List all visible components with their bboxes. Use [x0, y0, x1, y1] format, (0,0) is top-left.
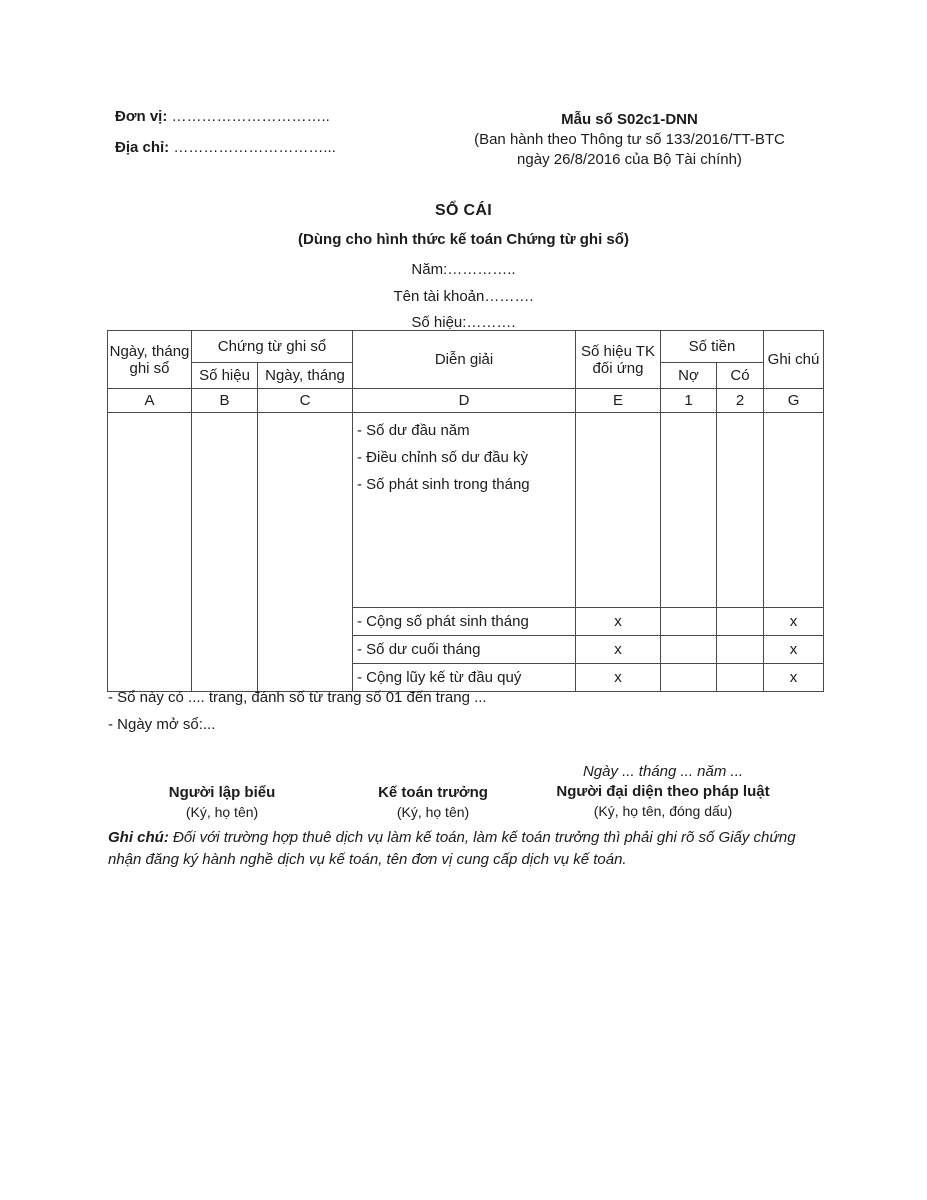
address-line	[115, 139, 336, 156]
signature-title: Kế toán trưởng	[378, 784, 488, 801]
page-subtitle: (Dùng cho hình thức kế toán Chứng từ ghi sổ)	[298, 231, 629, 248]
summary-credit	[717, 664, 764, 692]
index-cell: C	[258, 389, 353, 413]
unit-dots: …………………………..	[167, 108, 330, 125]
cell-entry-date-empty	[108, 413, 192, 692]
header-left	[115, 108, 336, 170]
summary-corresponding: x	[576, 608, 661, 636]
remark-paragraph	[108, 827, 830, 871]
th-voucher-date: Ngày, tháng	[258, 363, 353, 389]
cell-credit-empty	[717, 413, 764, 608]
index-cell: B	[192, 389, 258, 413]
th-credit: Có	[717, 363, 764, 389]
signature-subtitle: (Ký, họ tên)	[396, 804, 470, 820]
note-pages: - Sổ này có .... trang, đánh số từ trang số 01 đến trang ...	[108, 689, 487, 706]
index-cell: 1	[661, 389, 717, 413]
signature-legal-representative	[508, 763, 818, 820]
form-number: Mẫu số S02c1-DNN	[561, 111, 698, 128]
table-index-row	[108, 389, 824, 413]
th-amount-group: Số tiền	[661, 331, 764, 363]
remark-text: Đối với trường hợp thuê dịch vụ làm kế toán, làm kế toán trưởng thì phải ghi rõ số Giấy chứng nhận đăng ký hành nghề dịch vụ kế toán, tên đơn vị cung cấp dịch vụ kế toán.	[108, 829, 796, 868]
summary-note: x	[764, 608, 824, 636]
signature-subtitle: (Ký, họ tên, đóng dấu)	[593, 803, 733, 819]
body-item: - Số phát sinh trong tháng	[357, 476, 530, 493]
body-item: - Điều chỉnh số dư đầu kỳ	[357, 449, 528, 466]
summary-note: x	[764, 664, 824, 692]
form-info	[437, 110, 822, 170]
year-line: Năm:…………..	[411, 261, 516, 278]
cell-note-empty	[764, 413, 824, 608]
signature-title: Người đại diện theo pháp luật	[556, 783, 770, 800]
index-cell: E	[576, 389, 661, 413]
page-title: SỔ CÁI	[435, 202, 492, 219]
summary-corresponding: x	[576, 636, 661, 664]
th-corresponding-account: Số hiệu TK đối ứng	[576, 331, 661, 389]
account-name-line: Tên tài khoản……….	[393, 288, 534, 305]
account-number-line: Số hiệu:……….	[411, 314, 516, 331]
signature-date-line: Ngày ... tháng ... năm ...	[582, 763, 744, 780]
signature-subtitle: (Ký, họ tên)	[185, 804, 259, 820]
table-header-row-1	[108, 331, 824, 363]
signature-preparer	[122, 784, 322, 821]
summary-credit	[717, 608, 764, 636]
summary-label: - Cộng lũy kế từ đầu quý	[353, 664, 576, 692]
summary-label: - Cộng số phát sinh tháng	[353, 608, 576, 636]
summary-corresponding: x	[576, 664, 661, 692]
unit-line	[115, 108, 336, 125]
unit-label: Đơn vị:	[115, 108, 168, 125]
remark-label: Ghi chú:	[108, 829, 169, 846]
th-voucher-number: Số hiệu	[192, 363, 258, 389]
summary-note: x	[764, 636, 824, 664]
form-issued-line2: ngày 26/8/2016 của Bộ Tài chính)	[517, 151, 742, 168]
th-entry-date: Ngày, tháng ghi sổ	[108, 331, 192, 389]
index-cell: D	[353, 389, 576, 413]
address-label: Địa chỉ:	[115, 139, 170, 156]
index-cell: 2	[717, 389, 764, 413]
th-voucher-group: Chứng từ ghi sổ	[192, 331, 353, 363]
summary-credit	[717, 636, 764, 664]
address-dots: …………………………...	[169, 139, 336, 156]
signature-title: Người lập biểu	[168, 784, 276, 801]
cell-corresponding-empty	[576, 413, 661, 608]
index-cell: A	[108, 389, 192, 413]
th-debit: Nợ	[661, 363, 717, 389]
cell-voucher-date-empty	[258, 413, 353, 692]
table-body-row	[108, 413, 824, 608]
ledger-table	[107, 330, 824, 692]
th-description: Diễn giải	[353, 331, 576, 389]
cell-description-items	[353, 413, 576, 608]
summary-debit	[661, 608, 717, 636]
body-item: - Số dư đầu năm	[357, 422, 470, 439]
summary-label: - Số dư cuối tháng	[353, 636, 576, 664]
index-cell: G	[764, 389, 824, 413]
summary-debit	[661, 636, 717, 664]
cell-voucher-number-empty	[192, 413, 258, 692]
signature-chief-accountant	[333, 784, 533, 821]
form-issued-line1: (Ban hành theo Thông tư số 133/2016/TT-BTC	[474, 131, 785, 148]
cell-debit-empty	[661, 413, 717, 608]
note-open-date: - Ngày mở sổ:...	[108, 716, 216, 733]
summary-debit	[661, 664, 717, 692]
th-note: Ghi chú	[764, 331, 824, 389]
